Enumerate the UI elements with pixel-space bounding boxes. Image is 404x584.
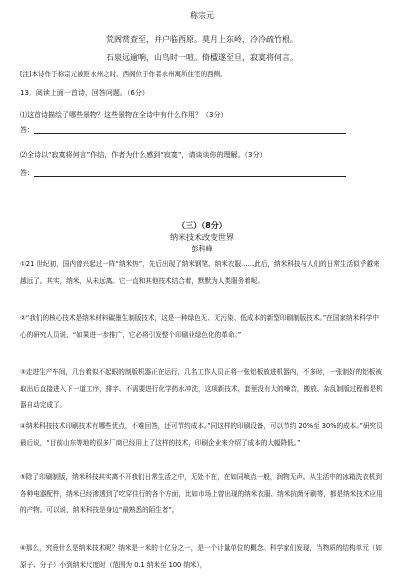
answer-label-1: 答： <box>20 126 34 134</box>
paragraph-6: ⑥那么，究竟什么是纳米技术呢？纳米是一米的十亿分之一，是一个计量单位的概念。科学家们发现，当物质的结构单元（如原子、分子）小到纳米尺度时（范围为 0.1 纳米至 100 纳米）， <box>20 544 382 569</box>
essay-author: 彭科峰 <box>191 245 213 253</box>
question-13-2: ⑵全诗以“寂寞将何言”作结，作者为什么感到“寂寞”，请谈谈你的理解。（3分） <box>20 151 267 159</box>
paragraph-5: ⑤除了印刷制版，纳米科技其实离不开我们日常生活之中，无处不在，在如同喷点一般，润物无声。从生活中的冰箱洗衣机到各种电器配件，纳米已经渗透到了吃穿住行的各个方面，比如市场上曾出现的纳米衣服、纳米抗菌牙刷等，都是纳米技术应用的产物。可以说，纳米科技是身边“最熟悉的陌生者”。 <box>20 473 383 514</box>
poem-line-2: 石泉远逾响，山鸟时一喧。倚楹遂至旦，寂寞将何言。 <box>106 53 298 62</box>
question-13: 13．阅读上面一首诗，回答问题。（6分） <box>20 89 149 97</box>
answer-line-2[interactable] <box>34 176 346 177</box>
section-title: （三）（8分） <box>177 221 227 230</box>
question-13-1: ⑴这首诗描绘了哪些景物？这些景物在全诗中有什么作用？（3分） <box>20 111 228 119</box>
essay-title: 纳米技术改变世界 <box>170 233 234 242</box>
paragraph-4: ④纳米科技技术印刷技术有哪些优点，不难回答，还可节约成本。”同这样的印刷设备，可以节约 20%至 30%的成本。”研究员最后说，“目前山东等地的很多厂商已经用上了这样的技术，印刷企业来介绍了成本的大幅降低。” <box>20 422 383 447</box>
paragraph-1: ①21 世纪初，国内曾兴起过一阵“纳米热”，先后出现了纳米钢笔、纳米衣服……此后，纳米科技与人们的日常生活似乎越来越远了。其实，纳米，从未远离。它一直和其他技术结合着，默默为人类服务着呢。 <box>20 260 380 285</box>
poem-line-1: 荒阁赏查至，并户临西原。莫月上东岭，冷冷疏竹根。 <box>106 35 298 44</box>
paragraph-2: ②“我们的核心技术是纳米材料碳墨生制版技术，这是一种绿色无、无污染、低成本的新型印刷制版技术。”在国家纳米科学中心的研究人员说，“如果进一步推广，它必将引发整个印刷业绿色化的革命。” <box>20 314 379 339</box>
answer-line-1[interactable] <box>34 133 346 134</box>
answer-label-2: 答： <box>20 169 34 177</box>
poem-note: [注]本诗作于称宗元被贬永州之时。西阁位于作者永州寓所住宅的西侧。 <box>20 70 227 78</box>
poem-title: 称宗元 <box>190 11 214 20</box>
paragraph-3: ③走进生产车间，几台着似不起眼的制版机器正在运行，几名工作人员正将一张铝板放进机器内，不多时，一张制好的铝板被取出后直接进入下一道工序，排字、不需要进行化学药水冲洗，这项新技术，套里没有大的噪音，搬放、杂乱制版过程都是机器自动完成了。 <box>20 368 383 409</box>
